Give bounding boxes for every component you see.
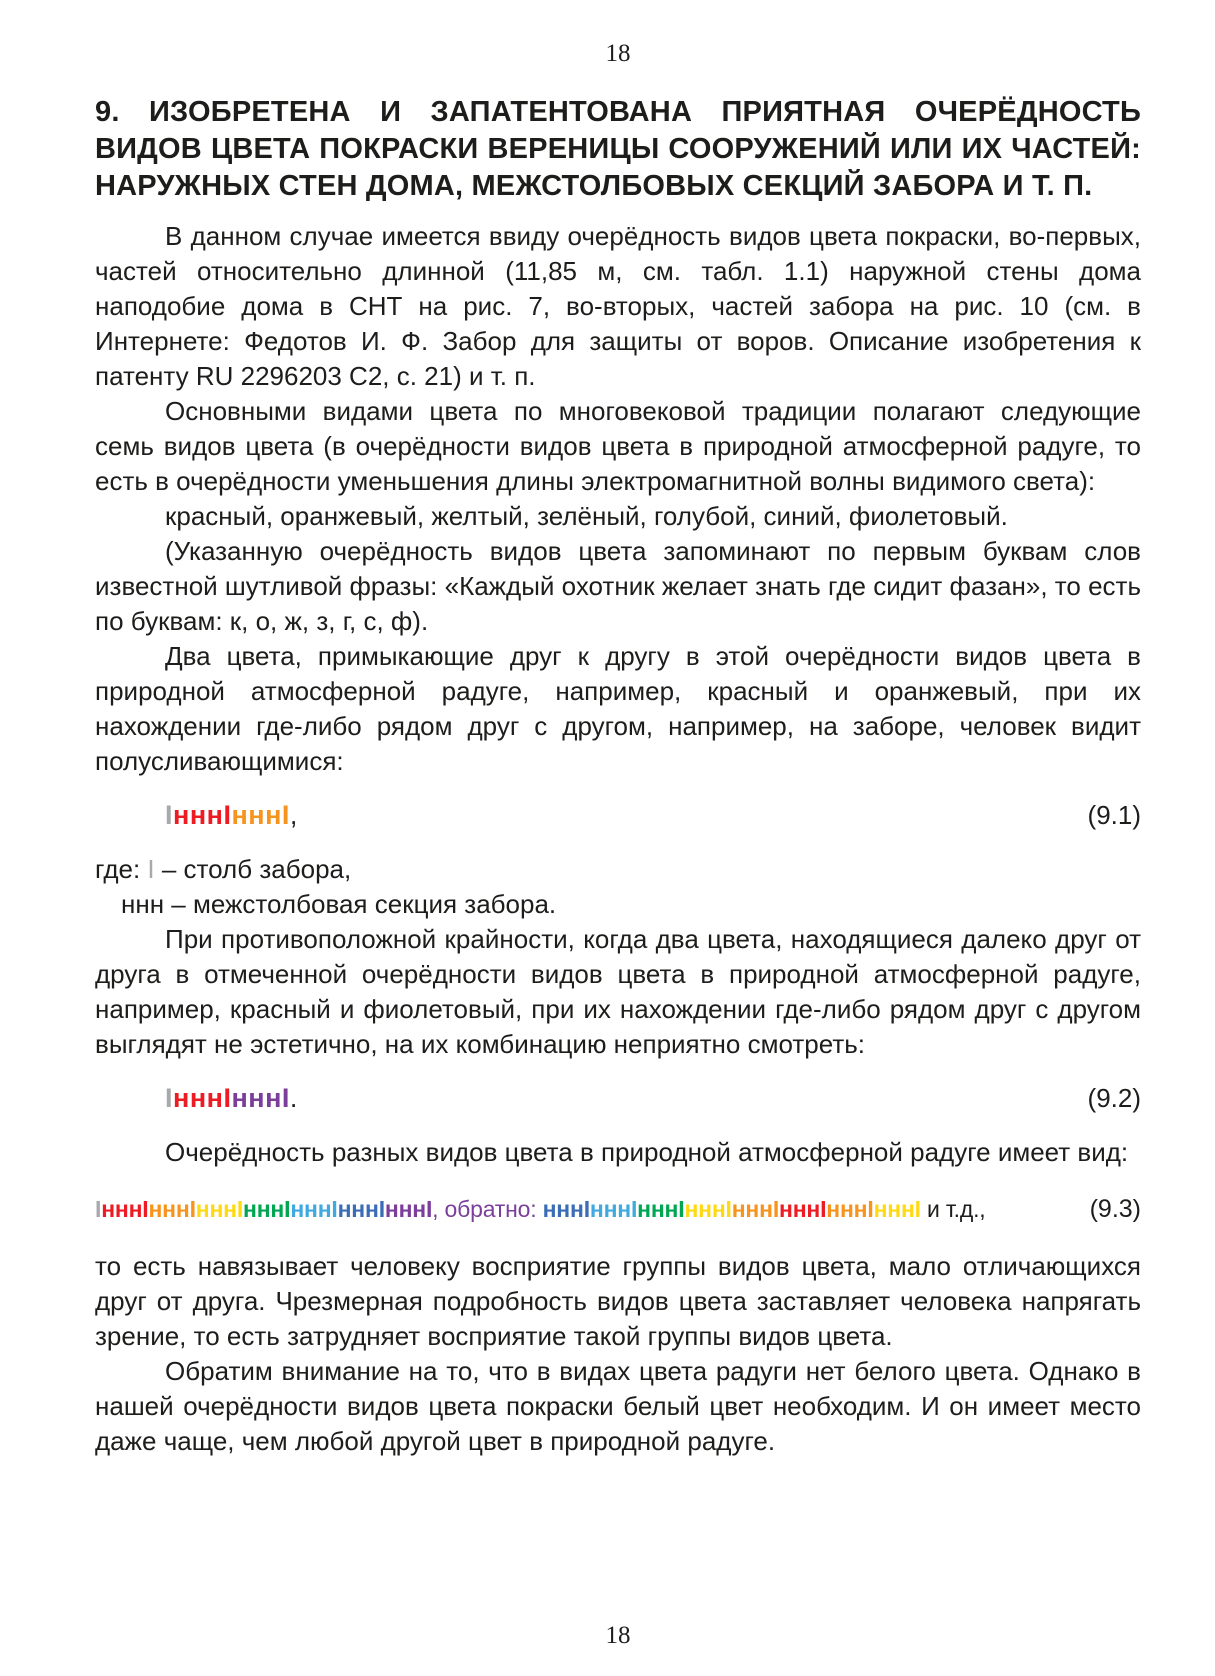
formula-segment-red: I [223,1083,232,1113]
line-where-post [95,852,1141,887]
document-body [95,219,1141,1459]
formula-segment-text: и т.д., [920,1196,986,1222]
formula-segment-green: I [284,1196,291,1222]
formula-segment-red: I [820,1196,827,1222]
page-number-bottom: 18 [605,1622,631,1649]
formula-segment-red: ннн [173,1083,224,1113]
formula-segment-light_blue: I [630,1196,638,1222]
paragraph-opposite-colors: При противоположной крайности, когда два цвета, находящиеся далеко друг от друга в отмеченной очерёдности видов цвета в природной атмосферной радуге, например, красный и фиолетовый, при их нахождении где-либо рядом друг с другом выглядят не эстетично, на их комбинацию неприятно смотреть: [95,924,1141,1059]
formula-number: (9.2) [1087,1083,1141,1113]
section-heading: 9. ИЗОБРЕТЕНА И ЗАПАТЕНТОВАНА ПРИЯТНАЯ ОЧЕРЁДНОСТЬ ВИДОВ ЦВЕТА ПОКРАСКИ ВЕРЕНИЦЫ СООРУЖЕНИЙ ИЛИ ИХ ЧАСТЕЙ: НАРУЖНЫХ СТЕН ДОМА, МЕЖСТОЛБОВЫХ СЕКЦИЙ ЗАБОРА И Т. П. [95,96,1141,202]
formula-9-2 [95,1081,1141,1116]
formula-segment-red: I [223,800,232,830]
formula-segment-red: ннн [779,1196,821,1222]
paragraph-seven-colors: Основными видами цвета по многовековой традиции полагают следующие семь видов цвета (в очерёдности видов цвета в природной атмосферной радуге, то есть в очерёдности уменьшения длины электромагнитной волны видимого света): [95,396,1141,496]
formula-segment-red: ннн [101,1196,143,1222]
formula-segment-yellow: ннн [195,1196,237,1222]
line-where-section: ннн – межстолбовая секция забора. [121,889,557,919]
paragraph-rainbow-order: Очерёдность разных видов цвета в природной атмосферной радуге имеет вид: [165,1137,1129,1167]
formula-segment-gray: I [147,854,155,884]
paragraph-perception: то есть навязывает человеку восприятие группы видов цвета, мало отличающихся друг от друга. Чрезмерная подробность видов цвета заставляет человека напрягать зрение, то есть затрудняет восприятие такой группы видов цвета. [95,1251,1141,1351]
formula-segment-yellow: ннн [684,1196,726,1222]
formula-segment-gray: I [95,1196,102,1222]
formula-segment-light_blue: ннн [589,1196,631,1222]
formula-segment-blue: ннн [337,1196,379,1222]
formula-segment-purple: ннн [384,1196,426,1222]
line-color-list: красный, оранжевый, желтый, зелёный, голубой, синий, фиолетовый. [165,501,1008,531]
formula-segment-gray: I [165,1083,174,1113]
formula-sequence [165,798,298,833]
formula-9-3 [95,1192,1141,1227]
formula-segment-blue: I [378,1196,385,1222]
formula-segment-green: ннн [637,1196,679,1222]
formula-segment-gray: I [165,800,174,830]
formula-segment-light_blue: I [331,1196,338,1222]
paragraph-adjacent-colors: Два цвета, примыкающие друг к другу в этой очерёдности видов цвета в природной атмосферной радуге, например, красный и оранжевый, при их нахождении где-либо рядом друг с другом, например, на заборе, человек видит полусливающимися: [95,641,1141,776]
formula-segment-red: I [142,1196,149,1222]
formula-segment-text: , [289,800,298,830]
formula-segment-orange: I [772,1196,780,1222]
formula-segment-yellow: I [236,1196,244,1222]
formula-sequence [165,1081,298,1116]
formula-segment-red: ннн [173,800,224,830]
formula-segment-green: I [678,1196,685,1222]
formula-segment-orange: ннн [148,1196,190,1222]
formula-segment-purple: I [281,1083,290,1113]
formula-segment-purple: , обратно: [432,1196,543,1222]
formula-9-1 [95,798,1141,833]
formula-segment-orange: I [281,800,290,830]
formula-segment-orange: I [867,1196,874,1222]
formula-segment-orange: I [189,1196,196,1222]
paragraph-intro: В данном случае имеется ввиду очерёдность видов цвета покраски, во-первых, частей относительно длинной (11,85 м, см. табл. 1.1) наружной стены дома наподобие дома в СНТ на рис. 7, во-вторых, частей забора на рис. 10 (см. в Интернете: Федотов И. Ф. Забор для защиты от воров. Описание изобретения к патенту RU 2296203 С2, с. 21) и т. п. [95,221,1141,391]
formula-segment-text: где: [95,854,148,884]
formula-segment-light_blue: ннн [290,1196,332,1222]
formula-segment-orange: ннн [231,800,282,830]
formula-number: (9.1) [1087,800,1141,830]
formula-segment-orange: ннн [826,1196,868,1222]
formula-segment-green: ннн [243,1196,285,1222]
formula-sequence [95,1192,985,1227]
formula-segment-yellow: I [725,1196,732,1222]
paragraph-mnemonic: (Указанную очерёдность видов цвета запоминают по первым буквам слов известной шутливой фразы: «Каждый охотник желает знать где сидит фазан», то есть по буквам: к, о, ж, з, г, с, ф). [95,536,1141,636]
formula-number: (9.3) [1089,1195,1141,1223]
formula-segment-yellow: ннн [873,1196,915,1222]
formula-segment-purple: ннн [231,1083,282,1113]
formula-segment-blue: ннн [542,1196,584,1222]
paragraph-white-color: Обратим внимание на то, что в видах цвета радуги нет белого цвета. Однако в нашей очерёдности видов цвета покраски белый цвет необходим. И он имеет место даже чаще, чем любой другой цвет в природной радуге. [95,1356,1141,1456]
formula-segment-text: – столб забора, [154,854,352,884]
formula-segment-text: . [289,1083,298,1113]
formula-segment-purple: I [425,1196,433,1222]
formula-segment-blue: I [583,1196,590,1222]
formula-segment-yellow: I [914,1196,921,1222]
formula-segment-orange: ннн [731,1196,773,1222]
page-number-top: 18 [605,40,631,67]
